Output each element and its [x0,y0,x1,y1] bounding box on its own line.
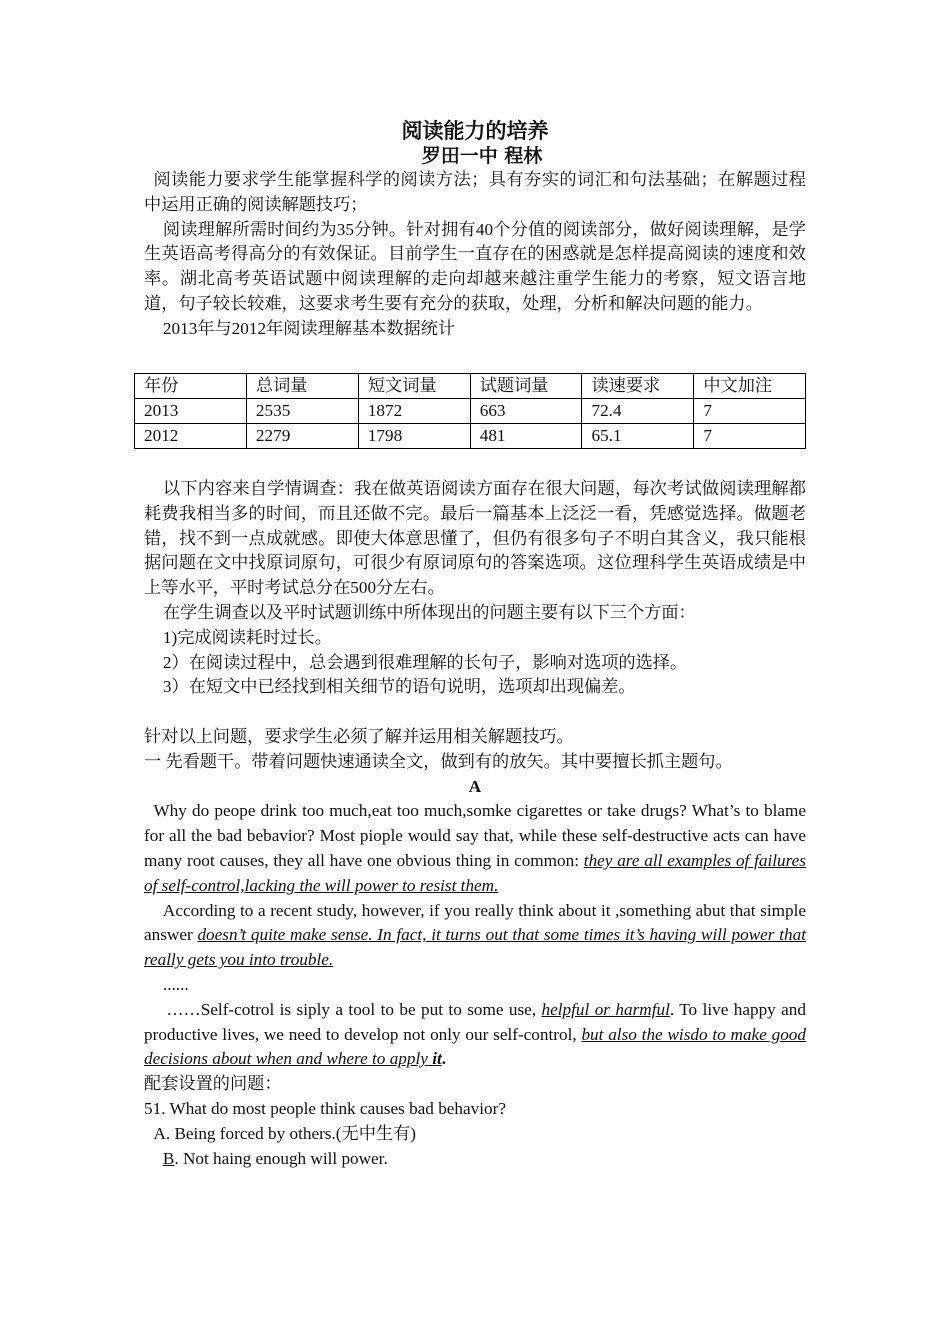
survey-section [144,477,806,700]
passage-text: ……Self-cotrol is siply a tool to be put to some use, [166,999,542,1019]
table-cell: 481 [470,424,582,449]
option-b [144,1147,806,1172]
document-body [144,118,806,342]
table-cell: 2013 [135,399,247,424]
table-cell: 2535 [246,399,358,424]
table-header-cell: 短文词量 [358,374,470,399]
page-title: 阅读能力的培养 [401,119,549,143]
tip-line: 一 先看题干。带着问题快速通读全文，做到有的放矢。其中要擅长抓主题句。 [144,751,733,771]
intro-paragraph-2: 阅读理解所需时间约为35分钟。针对拥有40个分值的阅读部分，做好阅读理解，是学生英语高考得高分的有效保证。目前学生一直存在的困惑就是怎样提高阅读的速度和效率。湖北高考英语试题中阅读理解的走向却越来越注重学生能力的考察，短文语言地道，句子较长较难，这要求考生要有充分的获取，处理，分析和解决问题的能力。 [144,219,806,313]
table-row [135,399,806,424]
table-header-cell: 年份 [135,374,247,399]
solution-line: 针对以上问题，要求学生必须了解并运用相关解题技巧。 [144,727,574,746]
passage-paragraph-3 [144,998,806,1072]
passage-text: . [441,1049,447,1069]
table-header-cell: 总词量 [246,374,358,399]
passage-ellipsis: ...... [162,974,189,994]
option-b-text: . Not haing enough will power. [174,1148,388,1168]
passage-highlight: they are all examples of failures of self-control,lacking the will power to resist them. [144,850,806,895]
passage-highlight: helpful or harmful [541,999,670,1019]
table-cell: 1798 [358,424,470,449]
table-header-cell: 中文加注 [694,374,806,399]
option-a: A. Being forced by others.(无中生有) [153,1123,416,1143]
table-header-cell: 试题词量 [470,374,582,399]
table-row [135,424,806,449]
table-header-cell: 读速要求 [582,374,694,399]
table-cell: 2012 [135,424,247,449]
table-header-row [135,374,806,399]
problem-item: 3）在短文中已经找到相关细节的语句说明，选项却出现偏差。 [162,677,636,697]
question-51: 51. What do most people think causes bad behavior? [144,1098,506,1118]
problems-intro: 在学生调查以及平时试题训练中所体现出的问题主要有以下三个方面： [162,602,696,622]
problem-item: 1)完成阅读耗时过长。 [162,627,332,647]
author-line: 罗田一中 程林 [421,145,543,167]
passage-paragraph-1 [144,799,806,898]
passage-text: Why do peope drink too much,eat too much,somke cigarettes or take drugs? What’s to blame for all the bad bebavior? Most piople would say that, while these self-destructive acts can have many root causes, they all have one obvious thing in common: [144,801,806,870]
passage-highlight-bold: it [432,1049,442,1069]
table-cell: 663 [470,399,582,424]
problem-item: 2）在阅读过程中，总会遇到很难理解的长句子，影响对选项的选择。 [162,652,688,672]
passage-highlight: but also the wisdo to make good decisions about when and where to apply [144,1024,806,1069]
passage-text: . To live happy and productive lives, we need to develop not only our self-control, [144,999,806,1044]
table-cell: 72.4 [582,399,694,424]
survey-paragraph: 以下内容来自学情调查：我在做英语阅读方面存在很大问题，每次考试做阅读理解都耗费我相当多的时间，而且还做不完。最后一篇基本上泛泛一看，凭感觉选择。做题老错，找不到一点成就感。即使大体意思懂了，但仍有很多句子不明白其含义，我只能根据问题在文中找原词原句，可很少有原词原句的答案选项。这位理科学生英语成绩是中上等水平，平时考试总分在500分左右。 [144,479,806,598]
table-cell: 7 [694,424,806,449]
table-cell: 1872 [358,399,470,424]
questions-label: 配套设置的问题： [144,1074,282,1094]
intro-paragraph-1: 阅读能力要求学生能掌握科学的阅读方法；具有夯实的词汇和句法基础；在解题过程中运用正确的阅读解题技巧； [144,170,806,214]
table-cell: 65.1 [582,424,694,449]
technique-section [144,725,806,1171]
table-cell: 7 [694,399,806,424]
option-b-letter: B [162,1148,175,1168]
passage-label: A [468,776,482,796]
passage-text: According to a recent study, however, if you really think about it ,something abut that simple answer [144,900,806,945]
table-cell: 2279 [246,424,358,449]
passage-highlight: doesn’t quite make sense. In fact, it turns out that some times it’s having will power that really gets you into trouble. [144,925,806,970]
table-caption: 2013年与2012年阅读理解基本数据统计 [162,318,456,338]
reading-stats-table [134,373,806,449]
passage-paragraph-2 [144,899,806,973]
